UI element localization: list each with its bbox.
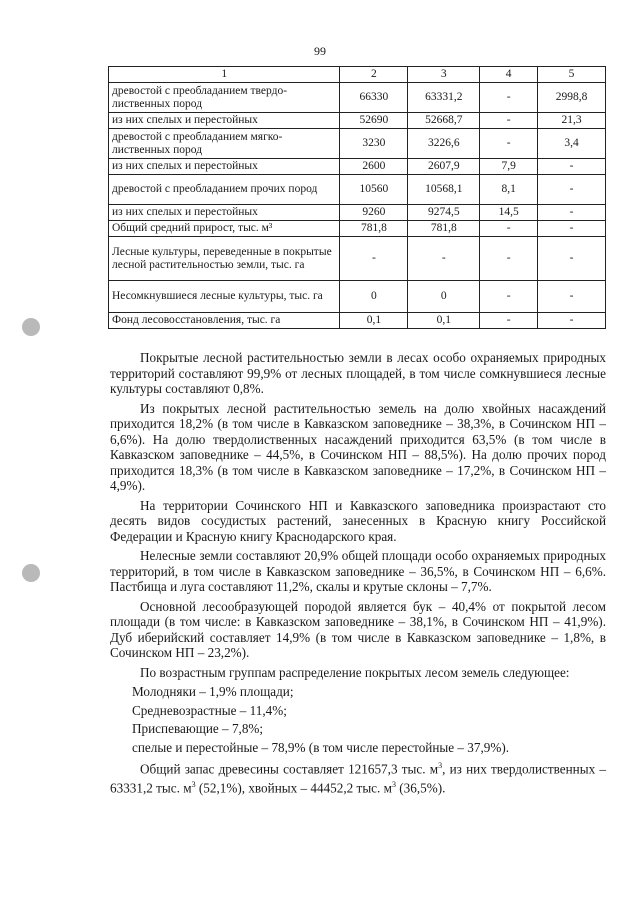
list-item: Молодняки – 1,9% площади; bbox=[132, 684, 294, 699]
forest-data-table bbox=[108, 66, 606, 329]
table-cell: 2600 bbox=[340, 159, 408, 175]
table-cell: 7,9 bbox=[480, 159, 538, 175]
table-cell: 0 bbox=[340, 281, 408, 313]
table-row bbox=[109, 83, 606, 113]
table-cell: Фонд лесовосстановления, тыс. га bbox=[109, 313, 340, 329]
table-cell: 63331,2 bbox=[408, 83, 480, 113]
table-cell: 52690 bbox=[340, 113, 408, 129]
paragraph: Основной лесообразующей породой является бук – 40,4% от покрытой лесом площади (в том числе: в Кавказском заповеднике – 38,1%, в Сочинском НП – 41,9%). Дуб иберийский составляет 14,9% (в том числе в Кавказском заповеднике – 1,8%, в Сочинском НП – 23,2%). bbox=[110, 598, 606, 660]
table-header-cell: 3 bbox=[408, 67, 480, 83]
table-cell: 10568,1 bbox=[408, 175, 480, 205]
table-cell: древостой с преобладанием прочих пород bbox=[109, 175, 340, 205]
page-number: 99 bbox=[314, 44, 326, 58]
table-row bbox=[109, 113, 606, 129]
text-segment: (36,5%). bbox=[395, 780, 446, 796]
table-cell: древостой с преобладанием мягко-лиственных пород bbox=[109, 129, 340, 159]
table-cell: 2607,9 bbox=[408, 159, 480, 175]
table-cell: - bbox=[538, 221, 606, 237]
table-cell: 781,8 bbox=[340, 221, 408, 237]
list-item: Приспевающие – 7,8%; bbox=[132, 721, 264, 736]
table-cell: 9260 bbox=[340, 205, 408, 221]
table-cell: - bbox=[480, 313, 538, 329]
table-cell: 21,3 bbox=[538, 113, 606, 129]
text-segment: , из них твердолиственных – 63331,2 тыс. м bbox=[110, 761, 607, 796]
table-cell: - bbox=[408, 237, 480, 281]
table-cell: из них спелых и перестойных bbox=[109, 205, 340, 221]
table-row bbox=[109, 313, 606, 329]
table-cell: 52668,7 bbox=[408, 113, 480, 129]
table-cell: - bbox=[538, 159, 606, 175]
table-cell: - bbox=[538, 205, 606, 221]
paragraph: По возрастным группам распределение покрытых лесом земель следующее: bbox=[140, 664, 570, 680]
table-header-cell: 2 bbox=[340, 67, 408, 83]
table-row bbox=[109, 159, 606, 175]
table-header-row bbox=[109, 67, 606, 83]
paragraph: Нелесные земли составляют 20,9% общей площади особо охраняемых природных территорий, в том числе в Кавказском заповеднике – 36,5%, в Сочинском НП – 6,6%. Пастбища и луга составляют 11,2%, скалы и крутые склоны – 7,7%. bbox=[110, 548, 606, 594]
paragraph: Из покрытых лесной растительностью земель на долю хвойных насаждений приходится 18,2% (в том числе в Кавказском заповеднике – 38,3%, в Сочинском НП – 6,6%). На долю твердолиственных насаждений приходится 63,5% (в том числе в Кавказском заповеднике – 44,5%, в Сочинском НП – 88,5%). На долю прочих пород приходится 18,3% (в том числе в Кавказском заповеднике – 17,2%, в Сочинском НП – 4,9%). bbox=[110, 400, 606, 493]
superscript: 3 bbox=[438, 761, 443, 770]
table-cell: 14,5 bbox=[480, 205, 538, 221]
table-cell: - bbox=[538, 237, 606, 281]
punch-hole-mark bbox=[22, 564, 40, 582]
table-header-cell: 1 bbox=[109, 67, 340, 83]
table-cell: - bbox=[340, 237, 408, 281]
table-cell: из них спелых и перестойных bbox=[109, 113, 340, 129]
table-cell: - bbox=[538, 175, 606, 205]
table-cell: 0,1 bbox=[340, 313, 408, 329]
punch-hole-mark bbox=[22, 318, 40, 336]
table-cell: 8,1 bbox=[480, 175, 538, 205]
table-cell: 0 bbox=[408, 281, 480, 313]
table-cell: 66330 bbox=[340, 83, 408, 113]
table-cell: - bbox=[480, 129, 538, 159]
table-cell: - bbox=[480, 83, 538, 113]
body-text bbox=[110, 350, 606, 800]
table-cell: Лесные культуры, переведенные в покрытые лесной растительностью земли, тыс. га bbox=[109, 237, 340, 281]
table-row bbox=[109, 221, 606, 237]
table-cell: Несомкнувшиеся лесные культуры, тыс. га bbox=[109, 281, 340, 313]
table-cell: - bbox=[480, 221, 538, 237]
superscript: 3 bbox=[391, 779, 396, 789]
superscript: 3 bbox=[191, 779, 196, 789]
table-cell: из них спелых и перестойных bbox=[109, 159, 340, 175]
final-paragraph bbox=[110, 758, 606, 796]
table-cell: 10560 bbox=[340, 175, 408, 205]
table-cell: 2998,8 bbox=[538, 83, 606, 113]
paragraph: На территории Сочинского НП и Кавказского заповедника произрастают сто десять видов сосудистых растений, занесенных в Красную книгу Российской Федерации и Красную книгу Краснодарского края. bbox=[110, 497, 606, 544]
table-row bbox=[109, 175, 606, 205]
table-cell: Общий средний прирост, тыс. м³ bbox=[109, 221, 340, 237]
table-row bbox=[109, 281, 606, 313]
table-row bbox=[109, 129, 606, 159]
text-segment: Общий запас древесины составляет 121657,3 тыс. м bbox=[140, 761, 439, 777]
table-cell: древостой с преобладанием твердо-лиственных пород bbox=[109, 83, 340, 113]
paragraph: Покрытые лесной растительностью земли в лесах особо охраняемых природных территорий составляют 99,9% от лесных площадей, в том числе сомкнувшиеся лесные культуры составляют 0,8%. bbox=[110, 350, 606, 396]
text-segment: (52,1%), хвойных – 44452,2 тыс. м bbox=[195, 780, 392, 796]
table-cell: - bbox=[480, 281, 538, 313]
table-cell: - bbox=[538, 313, 606, 329]
table-header-cell: 4 bbox=[480, 67, 538, 83]
list-item: спелые и перестойные – 78,9% (в том числе перестойные – 37,9%). bbox=[132, 739, 510, 755]
table-cell: 3,4 bbox=[538, 129, 606, 159]
table-row bbox=[109, 205, 606, 221]
table-cell: - bbox=[480, 237, 538, 281]
table-cell: 3230 bbox=[340, 129, 408, 159]
table-cell: 3226,6 bbox=[408, 129, 480, 159]
table-cell: - bbox=[480, 113, 538, 129]
table-header-cell: 5 bbox=[538, 67, 606, 83]
list-item: Средневозрастные – 11,4%; bbox=[132, 702, 287, 718]
table-row bbox=[109, 237, 606, 281]
table-cell: 9274,5 bbox=[408, 205, 480, 221]
table-cell: - bbox=[538, 281, 606, 313]
table-cell: 0,1 bbox=[408, 313, 480, 329]
table-cell: 781,8 bbox=[408, 221, 480, 237]
